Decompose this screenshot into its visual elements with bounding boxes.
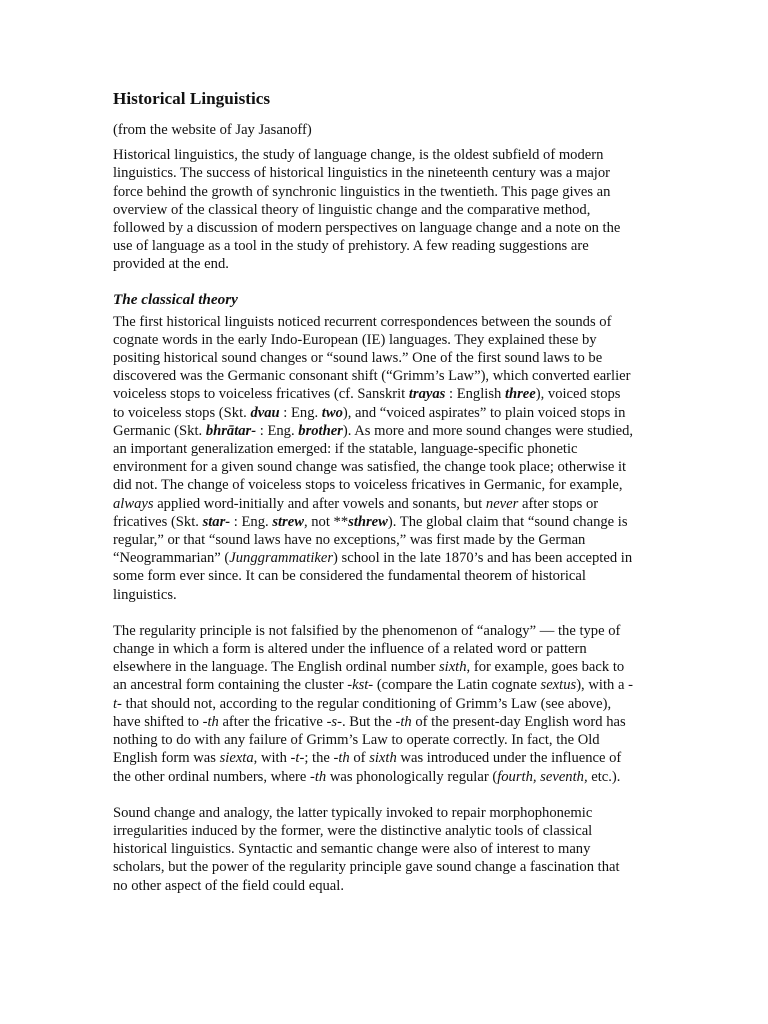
document-page — [113, 88, 635, 913]
emphasis: never — [485, 495, 519, 512]
example-word: three — [504, 386, 536, 403]
paragraph-summary: Sound change and analogy, the latter typically invoked to repair morphophonemic irregularities induced by the former, were the distinctive analytic tools of classical historical linguistics. Syntactic and semantic change were also of interest to many scholars, but the power of the regularity principle gave sound change a fascination that no other aspect of the field could equal. — [113, 804, 620, 894]
intro-paragraph: Historical linguistics, the study of language change, is the oldest subfield of modern linguistics. The success of historical linguistics in the nineteenth century was a major force behind the growth of synchronic linguistics in the twentieth. This page gives an overview of the classical theory of linguistic change and the comparative method, followed by a discussion of modern perspectives on language change and a note on the use of language as a tool in the study of prehistory. A few reading suggestions are provided at the end. — [113, 147, 621, 273]
example-word: trayas — [408, 386, 446, 403]
example-word: two — [321, 404, 343, 421]
document-title: Historical Linguistics — [113, 89, 271, 108]
paragraph-sound-laws: The first historical linguists noticed recurrent correspondences between the sounds of cognate words in the early Indo-European (IE) languages. They explained these by positing historical sound changes or “sound laws.” One of the first sound laws to be discovered was the Germanic consonant shift (“Grimm’s Law”), which converted earlier voiceless stops to voiceless fricatives (cf. Sanskrit trayas : English three), voiced stops to voiceless stops (Skt. dvau : Eng. two), and “voiced aspirates” to plain voiced stops in Germanic (Skt. bhrātar- : Eng. brother). As more and more sound changes were studied, an important generalization emerged: if the statable, language-specific phonetic environment for a given sound change was satisfied, the change took place; otherwise it did not. The change of voiceless stops to voiceless fricatives in Germanic, for example, always applied word-initially and after vowels and sonants, but never after stops or fricatives (Skt. star- : Eng. strew, not **sthrew). The global claim that “sound change is regular,” or that “sound laws have no exceptions,” was first made by the German “Neogrammarian” (Junggrammatiker) school in the late 1870’s and has been accepted in some form ever since. It can be considered the fundamental theorem of historical linguistics. — [113, 313, 634, 603]
example-word: star- — [202, 513, 231, 530]
source-note: (from the website of Jay Jasanoff) — [113, 122, 312, 138]
example-word: brother — [298, 422, 343, 439]
emphasis: always — [113, 495, 154, 512]
paragraph-analogy: The regularity principle is not falsified by the phenomenon of “analogy” — the type of change in which a form is altered under the influence of a related word or pattern elsewhere in the language. The English ordinal number sixth, for example, goes back to an ancestral form containing the cluster -kst- (compare the Latin cognate sextus), with a -t- that should not, according to the regular conditioning of Grimm’s Law (see above), have shifted to -th after the fricative -s-. But the -th of the present-day English word has nothing to do with any failure of Grimm’s Law to operate correctly. In fact, the Old English form was siexta, with -t-; the -th of sixth was introduced under the influence of the other ordinal numbers, where -th was phonologically regular (fourth, seventh, etc.). — [113, 622, 633, 785]
example-word: bhrātar- — [205, 422, 257, 439]
example-word: strew — [272, 513, 304, 530]
section-heading: The classical theory — [113, 290, 238, 308]
foreign-term: Junggrammatiker — [229, 550, 334, 567]
example-word: dvau — [250, 404, 280, 421]
example-word: sthrew — [348, 513, 388, 530]
